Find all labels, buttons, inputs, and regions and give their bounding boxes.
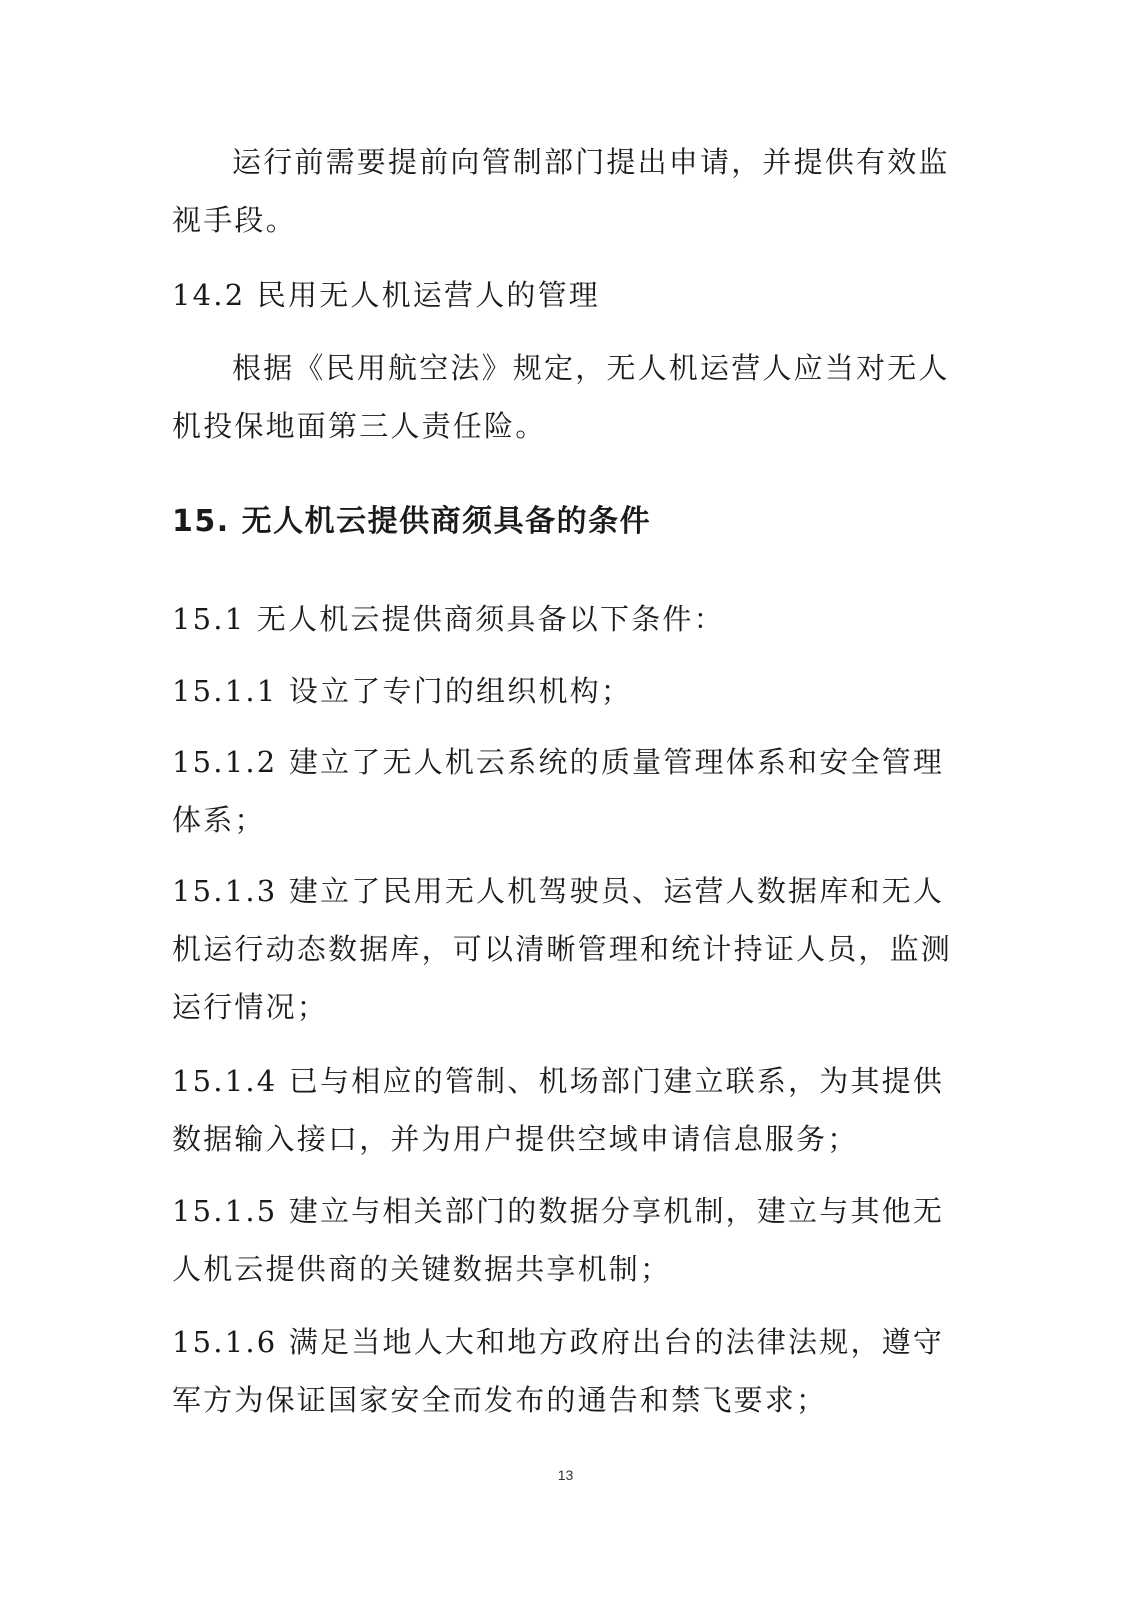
section-15-1-4: 15.1.4 已与相应的管制、机场部门建立联系，为其提供数据输入接口，并为用户提供空域申请信息服务； [172,1064,945,1156]
paragraph-operation-application: 运行前需要提前向管制部门提出申请，并提供有效监视手段。 [172,145,950,237]
section-15-1: 15.1 无人机云提供商须具备以下条件： [172,602,725,636]
section-14-2-title: 14.2 民用无人机运营人的管理 [172,278,600,312]
section-15-1-1: 15.1.1 设立了专门的组织机构； [172,674,633,708]
section-15-heading: 15. 无人机云提供商须具备的条件 [172,504,652,539]
paragraph-insurance: 根据《民用航空法》规定，无人机运营人应当对无人机投保地面第三人责任险。 [172,351,950,443]
section-15-1-6: 15.1.6 满足当地人大和地方政府出台的法律法规，遵守军方为保证国家安全而发布的通告和禁飞要求； [172,1325,945,1417]
page-number: 13 [557,1467,574,1483]
section-15-1-2: 15.1.2 建立了无人机云系统的质量管理体系和安全管理体系； [172,745,945,837]
section-15-1-5: 15.1.5 建立与相关部门的数据分享机制，建立与其他无人机云提供商的关键数据共享机制； [172,1194,945,1286]
section-15-1-3: 15.1.3 建立了民用无人机驾驶员、运营人数据库和无人机运行动态数据库，可以清晰管理和统计持证人员，监测运行情况； [172,874,953,1024]
